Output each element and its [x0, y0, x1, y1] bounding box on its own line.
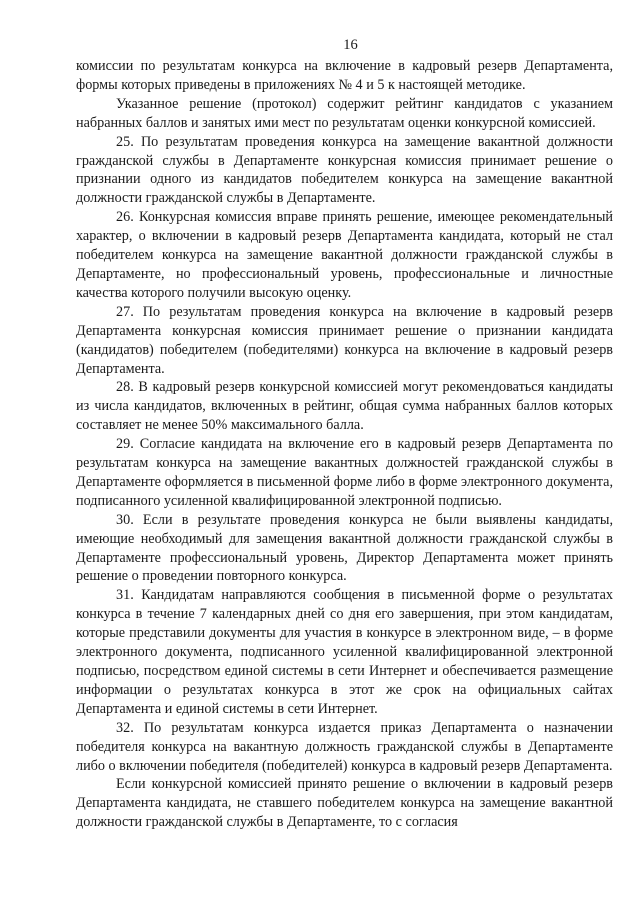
paragraph-item-31: 31. Кандидатам направляются сообщения в письменной форме о результатах конкурса в течение 7 календарных дней со дня его завершения, при этом кандидатам, которые представили документы для участия в конкурсе в электронном виде, – в форме электронного документа, подписанного усиленной квалифицированной электронной подписью, посредством единой системы в сети Интернет и обеспечивается размещение информации о результатах конкурса в этот же срок на официальных сайтах Департамента и единой системы в сети Интернет.: [76, 587, 613, 717]
paragraph-item-32: 32. По результатам конкурса издается приказ Департамента о назначении победителя конкурса на вакантную должность гражданской службы в Департаменте либо о включении победителя (победителей) конкурса в кадровый резерв Департамента.: [76, 719, 613, 774]
paragraph-continuation: комиссии по результатам конкурса на включение в кадровый резерв Департамента, формы которых приведены в приложениях № 4 и 5 к настоящей методике.: [76, 58, 613, 93]
paragraph-item-28: 28. В кадровый резерв конкурсной комиссией могут рекомендоваться кандидаты из числа кандидатов, включенных в рейтинг, общая сумма набранных баллов которых составляет не менее 50% максимального балла.: [76, 379, 613, 434]
paragraph-reserve-consent: Если конкурсной комиссией принято решение о включении в кадровый резерв Департамента кандидата, не ставшего победителем конкурса на замещение вакантной должности гражданской службы в Департаменте, то с согласия: [76, 776, 613, 831]
paragraph-item-25: 25. По результатам проведения конкурса на замещение вакантной должности гражданской службы в Департаменте конкурсная комиссия принимает решение о признании одного из кандидатов победителем конкурса на замещение вакантной должности гражданской службы в Департаменте.: [76, 133, 613, 207]
paragraph-item-26: 26. Конкурсная комиссия вправе принять решение, имеющее рекомендательный характер, о включении в кадровый резерв Департамента кандидата, который не стал победителем конкурса на замещение вакантной должности гражданской службы в Департаменте, но профессиональный уровень, профессиональные и личностные качества которого получили высокую оценку.: [76, 209, 613, 301]
paragraph-item-27: 27. По результатам проведения конкурса на включение в кадровый резерв Департамента конкурсная комиссия принимает решение о признании кандидата (кандидатов) победителем (победителями) конкурса на включение в кадровый резерв Департамента.: [76, 303, 613, 377]
paragraph-item-29: 29. Согласие кандидата на включение его в кадровый резерв Департамента по результатам конкурса на замещение вакантных должностей гражданской службы в Департаменте оформляется в письменной форме либо в форме электронного документа, подписанного усиленной квалифицированной электронной подписью.: [76, 436, 613, 509]
paragraph-protocol-rating: Указанное решение (протокол) содержит рейтинг кандидатов с указанием набранных баллов и занятых ими мест по результатам оценки конкурсной комиссией.: [76, 95, 613, 131]
page-number: 16: [343, 37, 358, 53]
paragraph-item-30: 30. Если в результате проведения конкурса не были выявлены кандидаты, имеющие необходимый для замещения вакантной должности гражданской службы в Департаменте профессиональный уровень, Директор Департамента может принять решение о проведении повторного конкурса.: [76, 511, 613, 585]
